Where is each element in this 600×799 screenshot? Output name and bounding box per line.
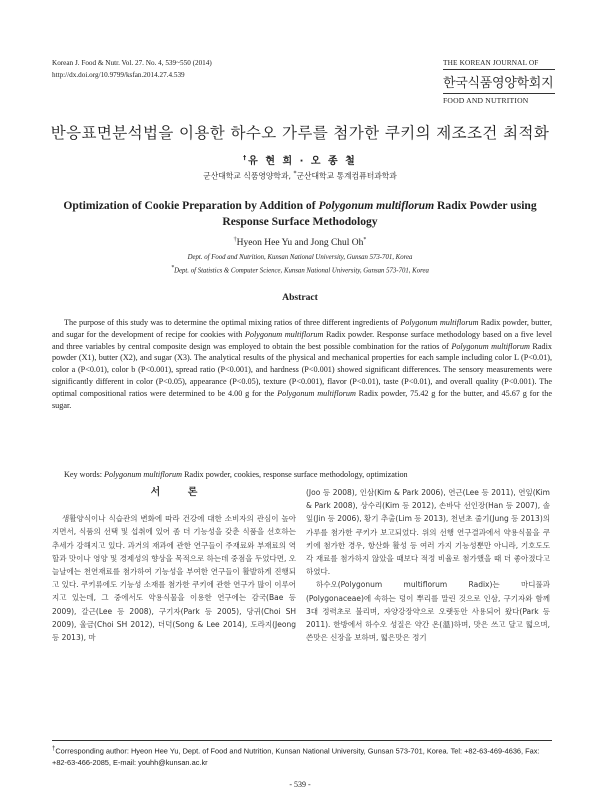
title-english-part-1: Optimization of Cookie Preparation by Addition of bbox=[63, 199, 319, 212]
abstract-text-4: Radix powder (X1), butter (X2), and sugar (X3). The analytical results of the physical and mechanical properties for each sample including color L (P<0.01), color a (P<0.01), color b (P<0.001), spread ratio (P<0.001), and hardness (P<0.001) showed significant differences. The sensory measurements were significantly different in color (P<0.05), appearance (P<0.05), texture (P<0.001), flavor (P<0.01), taste (P<0.01), and overall quality (P<0.001). The optimal compositional ratios were determined to be 4.00 g for the bbox=[52, 341, 552, 398]
journal-doi: http://dx.doi.org/10.9799/ksfan.2014.27.4.539 bbox=[52, 71, 185, 79]
affiliation-korean bbox=[0, 170, 600, 182]
keywords-label: Key words: bbox=[64, 470, 105, 479]
brand-korean: 한국식품영양학회지 bbox=[443, 76, 554, 91]
footnote-mark: † bbox=[52, 746, 56, 752]
author-mark: † bbox=[243, 154, 249, 162]
journal-citation-block bbox=[52, 57, 212, 81]
footnote-text: Corresponding author: Hyeon Hee Yu, Dept. of Food and Nutrition, Kunsan National University, Gunsan 573-701, Korea. Tel: +82-63-469-4636, Fax: +82-63-466-2085, E-mail: youhh@kunsan.ac.kr bbox=[52, 746, 540, 768]
introduction-paragraph-2: 하수오(Polygonum multiflorum Radix)는 마디풀과(Polygonaceae)에 속하는 덩이 뿌리를 말린 것으로 인삼, 구기자와 함께 3대 정력초로 불리며, 자양강장약으로 오랫동안 사용되어 왔다(Park 등 2011). 한방에서 하수오 성질은 약간 온(溫)하며, 맛은 쓰고 달고 떫으며, 쓴맛은 신장을 보하며, 떫은맛은 정기 bbox=[306, 580, 550, 643]
abstract-heading: Abstract bbox=[282, 292, 318, 303]
abstract-species-2: Polygonum multiflorum bbox=[244, 329, 324, 339]
affiliation-korean-1: 군산대학교 식품영양학과, bbox=[203, 171, 294, 181]
page-number: - 539 - bbox=[289, 780, 311, 789]
abstract-species-4: Polygonum multiflorum bbox=[277, 388, 356, 398]
title-korean: 반응표면분석법을 이용한 하수오 가루를 첨가한 쿠키의 제조조건 최적화 bbox=[50, 124, 550, 142]
left-column bbox=[52, 486, 296, 644]
keywords-species: Polygonum multiflorum bbox=[104, 470, 183, 479]
abstract-text-3: Radix powder. Response surface methodology based on a five level and three variables by central composite design was employed to obtain the best possible combination for the ratios of bbox=[52, 329, 552, 351]
affiliation-english-1: Dept. of Food and Nutrition, Kunsan National University, Gunsan 573-701, Korea bbox=[187, 254, 413, 261]
affiliation-english-2: Dept. of Statistics & Computer Science, Kunsan National University, Gunsan 573-701, Korea bbox=[174, 267, 429, 275]
corresponding-author-footnote bbox=[52, 744, 552, 769]
title-english bbox=[40, 198, 560, 230]
authors-english-names: Hyeon Hee Yu and Jong Chul Oh bbox=[236, 238, 364, 249]
abstract-body bbox=[52, 317, 552, 411]
affiliation-korean-2: 군산대학교 통계컴퓨터과학과 bbox=[296, 171, 397, 181]
author-mark-en-2: * bbox=[363, 237, 367, 243]
section-heading-introduction: 서 론 bbox=[150, 487, 210, 498]
affiliation-english bbox=[0, 252, 600, 276]
introduction-paragraph-1: 생활양식이나 식습관의 변화에 따라 건강에 대한 소비자의 관심이 높아지면서, 식품의 선택 및 섭취에 있어 좀 더 기능성을 갖춘 식품을 선호하는 추세가 강해지고 있다. 과거의 재과에 관한 연구들이 주재료와 부재료의 역할과 맛이나 영양 및 경제성의 향상을 목적으로 하는데 중점을 두었다면, 오늘날에는 천연재료를 첨가하여 기능성을 부여한 연구들이 활발하게 진행되고 있다. 쿠키류에도 기능성 소재를 첨가한 쿠키에 관한 연구가 많이 이루어지고 있는데, 그 중에서도 약용식물을 이용한 연구에는 감국(Bae 등 2009), 갈근(Lee 등 2008), 구기자(Park 등 2005), 당귀(Choi SH 2009), 울금(Choi SH 2012), 더덕(Song & Lee 2014), 도라지(Jeong 등 2013), 마 bbox=[52, 514, 296, 643]
affiliation-english-2-line bbox=[0, 263, 600, 276]
journal-brand bbox=[443, 58, 555, 105]
abstract-paragraph bbox=[52, 317, 552, 411]
keywords-list: Radix powder, cookies, response surface methodology, optimization bbox=[182, 470, 408, 479]
affiliation-english-mark: * bbox=[171, 265, 175, 271]
title-english-part-2: Radix Powder using Response Surface Methodology bbox=[222, 199, 537, 228]
introduction-paragraph-1-continued: (Joo 등 2008), 인삼(Kim & Park 2006), 연근(Lee 등 2011), 연잎(Kim & Park 2008), 상수리(Kim 등 2012), 손바닥 선인장(Han 등 2007), 솔잎(Jin 등 2006), 황기 추출(Lim 등 2013), 천년초 줄기(Jung 등 2013)의 가루를 첨가한 쿠키가 보고되었다. 위의 선행 연구결과에서 약용식물을 쿠키에 첨가한 경우, 항산화 활성 등 여러 가지 기능성뿐만 아니라, 기호도도 각 재료를 첨가하지 않았을 때보다 적정 비율로 첨가했을 때 더 좋아졌다고 하였다. bbox=[306, 488, 550, 577]
footnote-divider bbox=[52, 740, 552, 741]
abstract-species-1: Polygonum multiflorum bbox=[400, 318, 479, 327]
authors-korean bbox=[0, 152, 600, 167]
abstract-species-3: Polygonum multiflorum bbox=[451, 341, 530, 351]
keywords bbox=[52, 469, 552, 481]
brand-english-bottom: FOOD AND NUTRITION bbox=[443, 93, 555, 105]
author-mark-en: † bbox=[233, 237, 237, 243]
journal-citation: Korean J. Food & Nutr. Vol. 27. No. 4, 539~550 (2014) bbox=[52, 59, 212, 67]
authors-english bbox=[0, 237, 600, 248]
title-english-species: Polygonum multiflorum bbox=[318, 199, 435, 212]
abstract-text-1: The purpose of this study was to determine the optimal mixing ratios of three different ingredients of bbox=[64, 318, 401, 327]
abstract-text-2: Radix powder, butter, and sugar for the development of recipe for cookies with bbox=[52, 318, 552, 339]
abstract-text-5: Radix powder, 75.42 g for the butter, and 45.67 g for the sugar. bbox=[52, 388, 552, 410]
authors-korean-names: 유 현 희 · 오 종 철 bbox=[248, 156, 357, 167]
brand-english-top: THE KOREAN JOURNAL OF bbox=[443, 58, 555, 70]
right-column bbox=[306, 486, 550, 644]
affiliation-mark: * bbox=[293, 170, 297, 177]
